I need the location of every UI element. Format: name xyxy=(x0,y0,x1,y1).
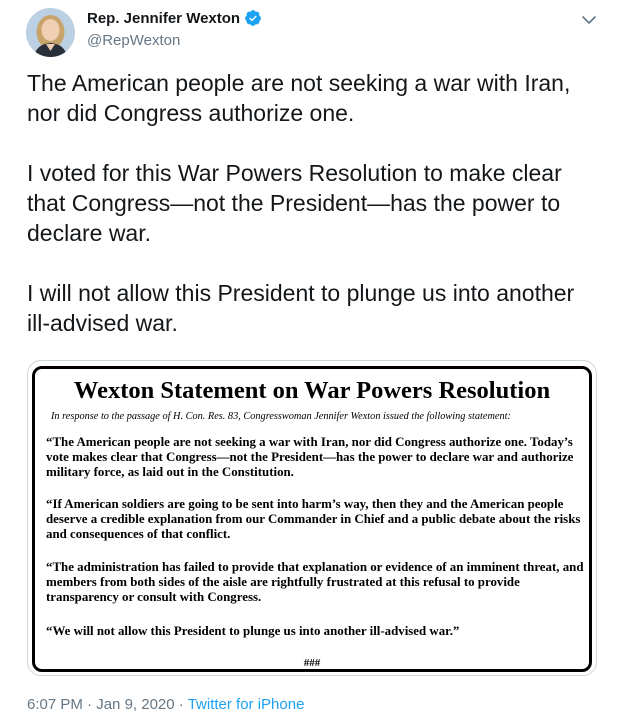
statement-subtitle: In response to the passage of H. Con. Res. 83, Congresswoman Jennifer Wexton issued the following statement: xyxy=(51,411,511,422)
tweet-time[interactable]: 6:07 PM xyxy=(27,696,83,713)
author-handle[interactable]: @RepWexton xyxy=(87,32,181,49)
chevron-down-icon[interactable] xyxy=(579,10,599,30)
tweet-source-link[interactable]: Twitter for iPhone xyxy=(187,696,305,713)
tweet-paragraph: The American people are not seeking a war with Iran, nor did Congress authorize one. xyxy=(27,70,571,126)
avatar[interactable] xyxy=(26,8,75,57)
meta-separator: · xyxy=(178,696,184,713)
statement-paragraph: “The American people are not seeking a war with Iran, nor did Congress authorize one. Today’s vote makes clear that Congress—not the President—has the power to declare war and authorize military force, as laid out in the Constitution. xyxy=(46,435,574,479)
author-name[interactable]: Rep. Jennifer Wexton xyxy=(87,9,241,27)
tweet-paragraph: I will not allow this President to plunge us into another ill-advised war. xyxy=(27,280,575,336)
statement-paragraph: “The administration has failed to provide that explanation or evidence of an imminent threat, and members from both sides of the aisle are rightfully frustrated at this refusal to provide transparency or consult with Congress. xyxy=(46,560,584,604)
statement-paragraph: “If American soldiers are going to be sent into harm’s way, then they and the American people deserve a credible explanation from our Commander in Chief and a public debate about the risks and consequences of that conflict. xyxy=(46,497,581,541)
author-row xyxy=(87,9,262,27)
tweet-date[interactable]: Jan 9, 2020 xyxy=(96,696,175,713)
statement-document xyxy=(32,366,592,672)
profile-photo xyxy=(26,8,75,57)
tweet-paragraph: I voted for this War Powers Resolution to make clear that Congress—not the President—has the power to declare war. xyxy=(27,160,562,246)
tweet-meta xyxy=(27,696,304,713)
statement-title: Wexton Statement on War Powers Resolution xyxy=(73,377,551,404)
tweet-image[interactable] xyxy=(27,360,597,676)
tweet-text xyxy=(27,68,597,368)
statement-paragraph: “We will not allow this President to plunge us into another ill-advised war.” xyxy=(46,624,460,638)
verified-badge-icon xyxy=(244,9,262,27)
statement-end-mark: ### xyxy=(303,657,321,669)
meta-separator: · xyxy=(87,696,93,713)
